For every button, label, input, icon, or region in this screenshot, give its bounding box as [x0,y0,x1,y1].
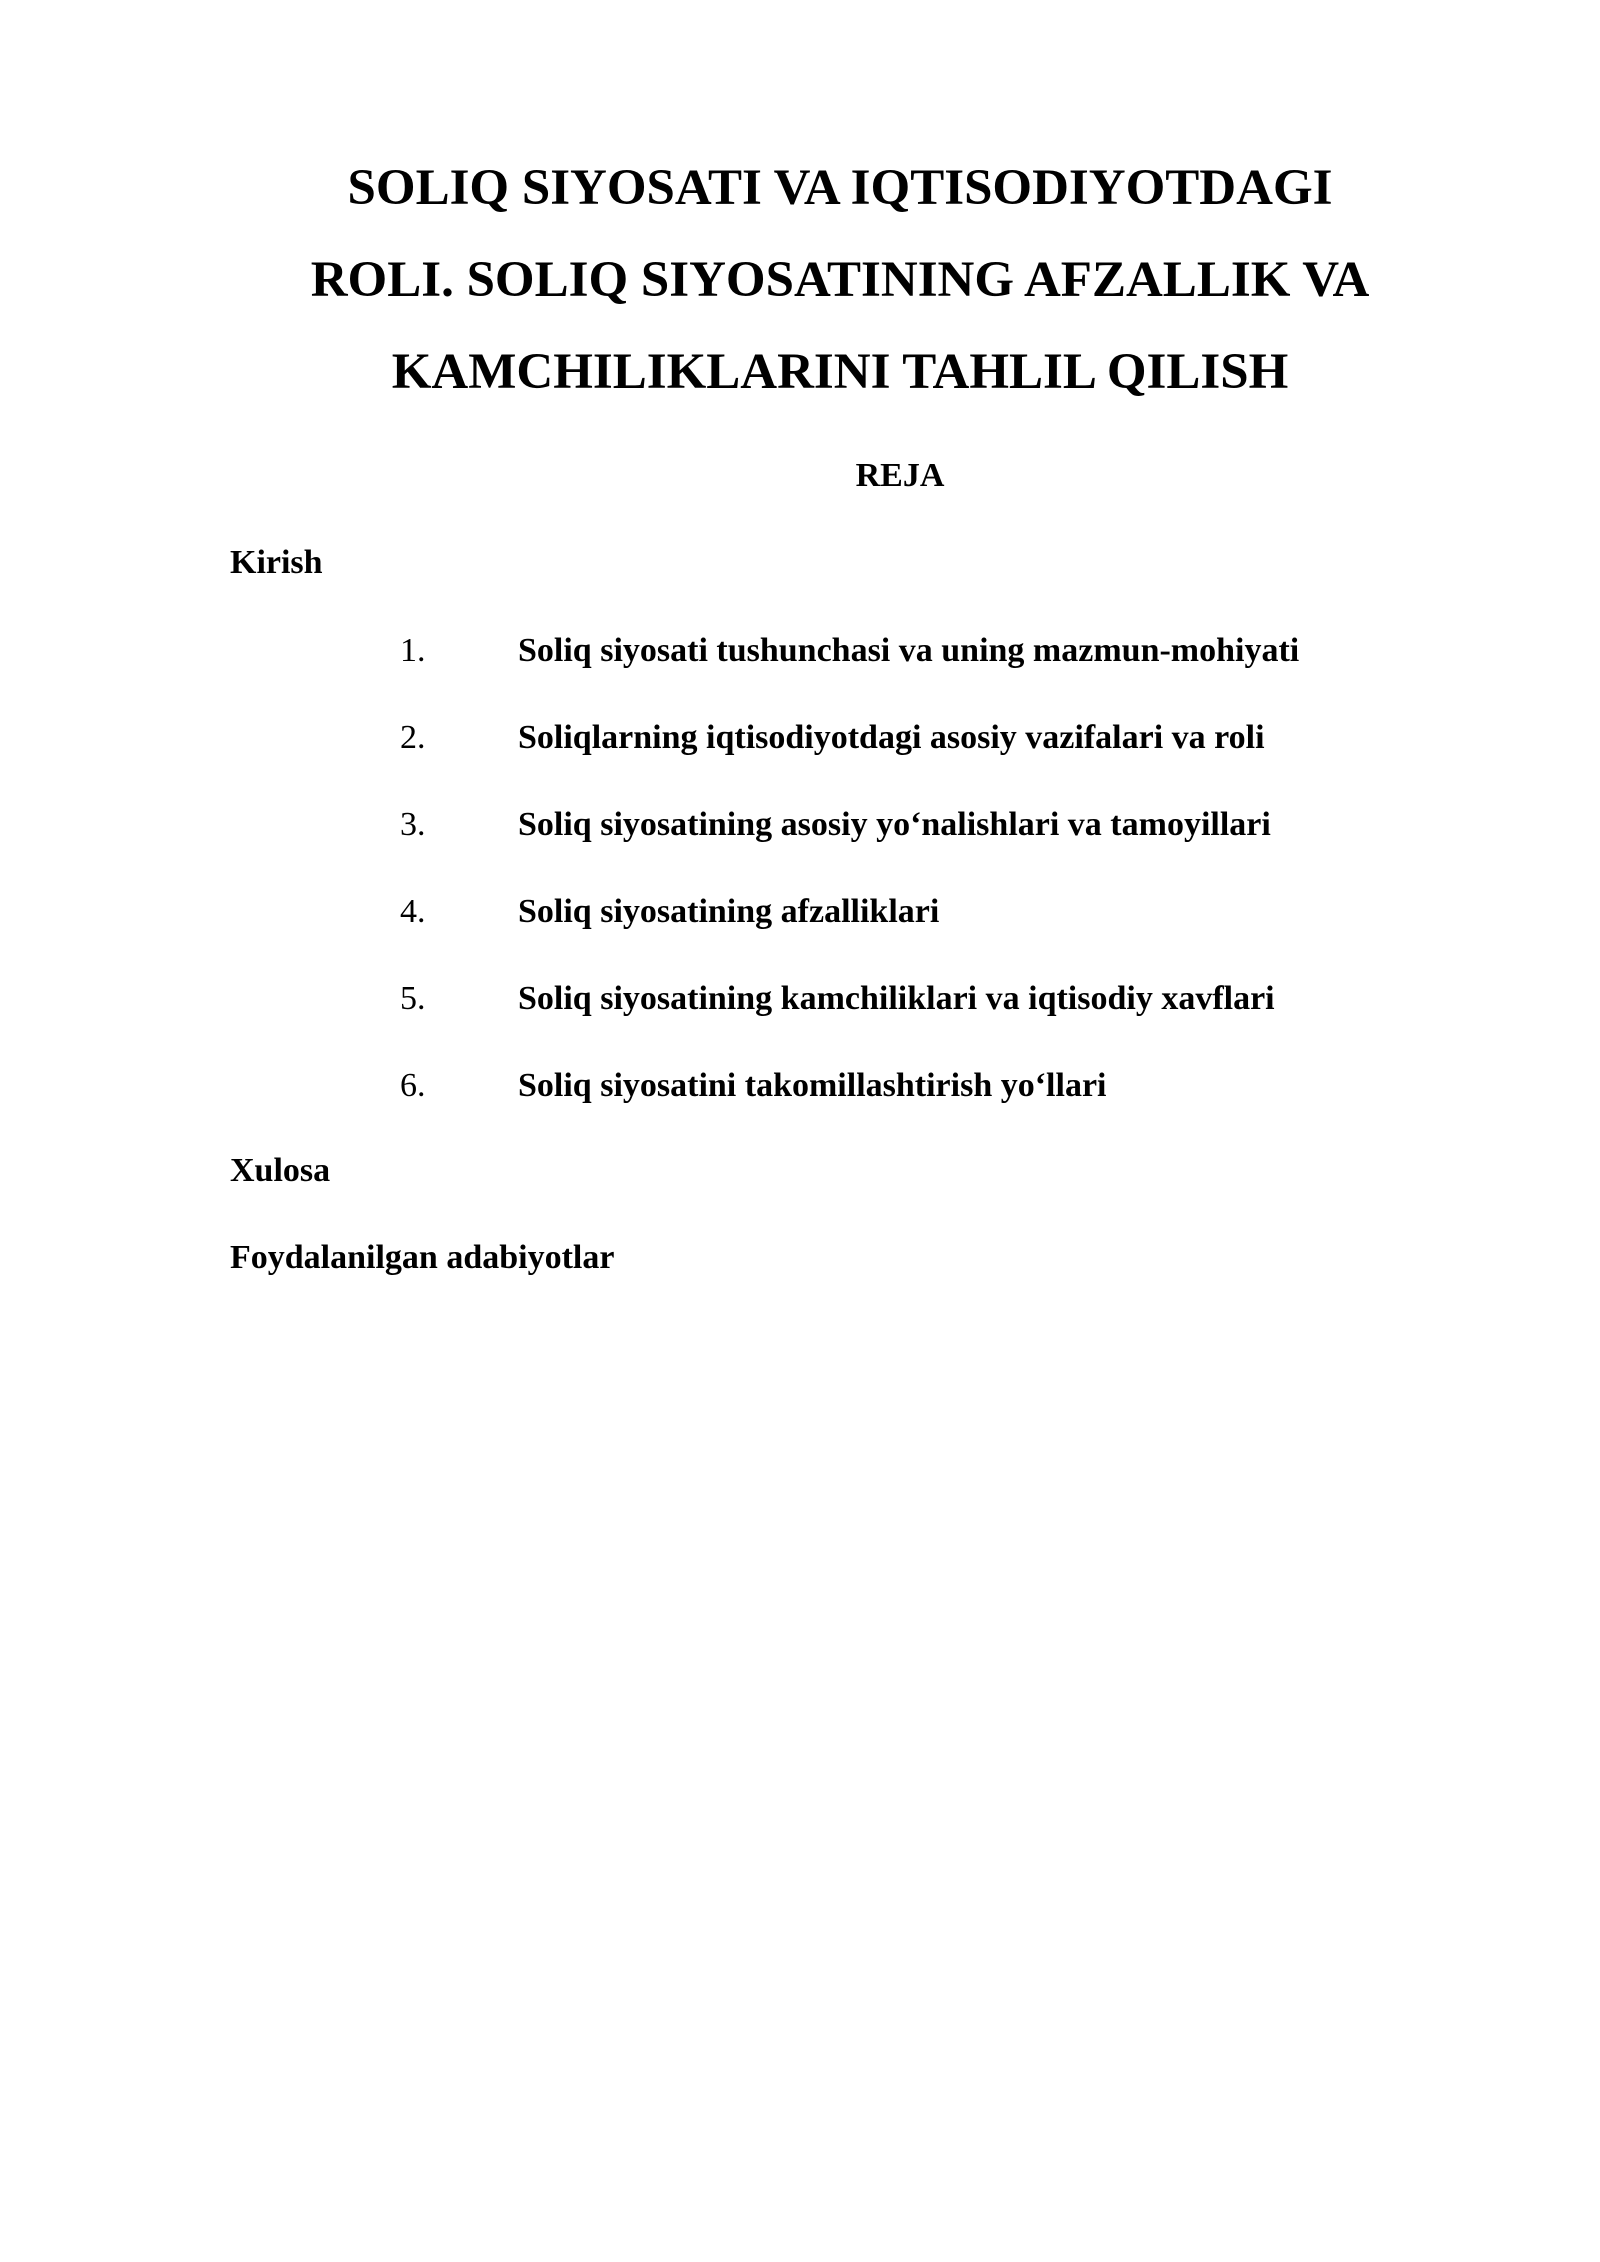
intro-heading: Kirish [230,544,323,581]
plan-item-text: Soliq siyosati tushunchasi va uning mazmun-mohiyati [518,632,1300,669]
plan-item-number: 1. [400,632,426,669]
document-title [230,142,1450,418]
plan-heading: REJA [855,457,945,494]
plan-item-text: Soliq siyosatining afzalliklari [518,893,940,930]
plan-item-text: Soliq siyosatining kamchiliklari va iqtisodiy xavflari [518,980,1275,1017]
plan-item-text: Soliq siyosatini takomillashtirish yo‘llari [518,1067,1107,1104]
references-heading: Foydalanilgan adabiyotlar [230,1239,615,1276]
plan-item-number: 2. [400,719,426,756]
plan-item-number: 3. [400,806,426,843]
plan-item-text: Soliq siyosatining asosiy yo‘nalishlari va tamoyillari [518,806,1271,843]
plan-item-number: 4. [400,893,426,930]
plan-item-text: Soliqlarning iqtisodiyotdagi asosiy vazifalari va roli [518,719,1265,756]
plan-item-number: 6. [400,1067,426,1104]
plan-item-number: 5. [400,980,426,1017]
conclusion-heading: Xulosa [230,1152,331,1189]
title-line-1: SOLIQ SIYOSATI VA IQTISODIYOTDAGI [347,160,1333,216]
title-line-2: ROLI. SOLIQ SIYOSATINING AFZALLIK VA [310,252,1370,308]
title-line-3: KAMCHILIKLARINI TAHLIL QILISH [391,344,1289,400]
